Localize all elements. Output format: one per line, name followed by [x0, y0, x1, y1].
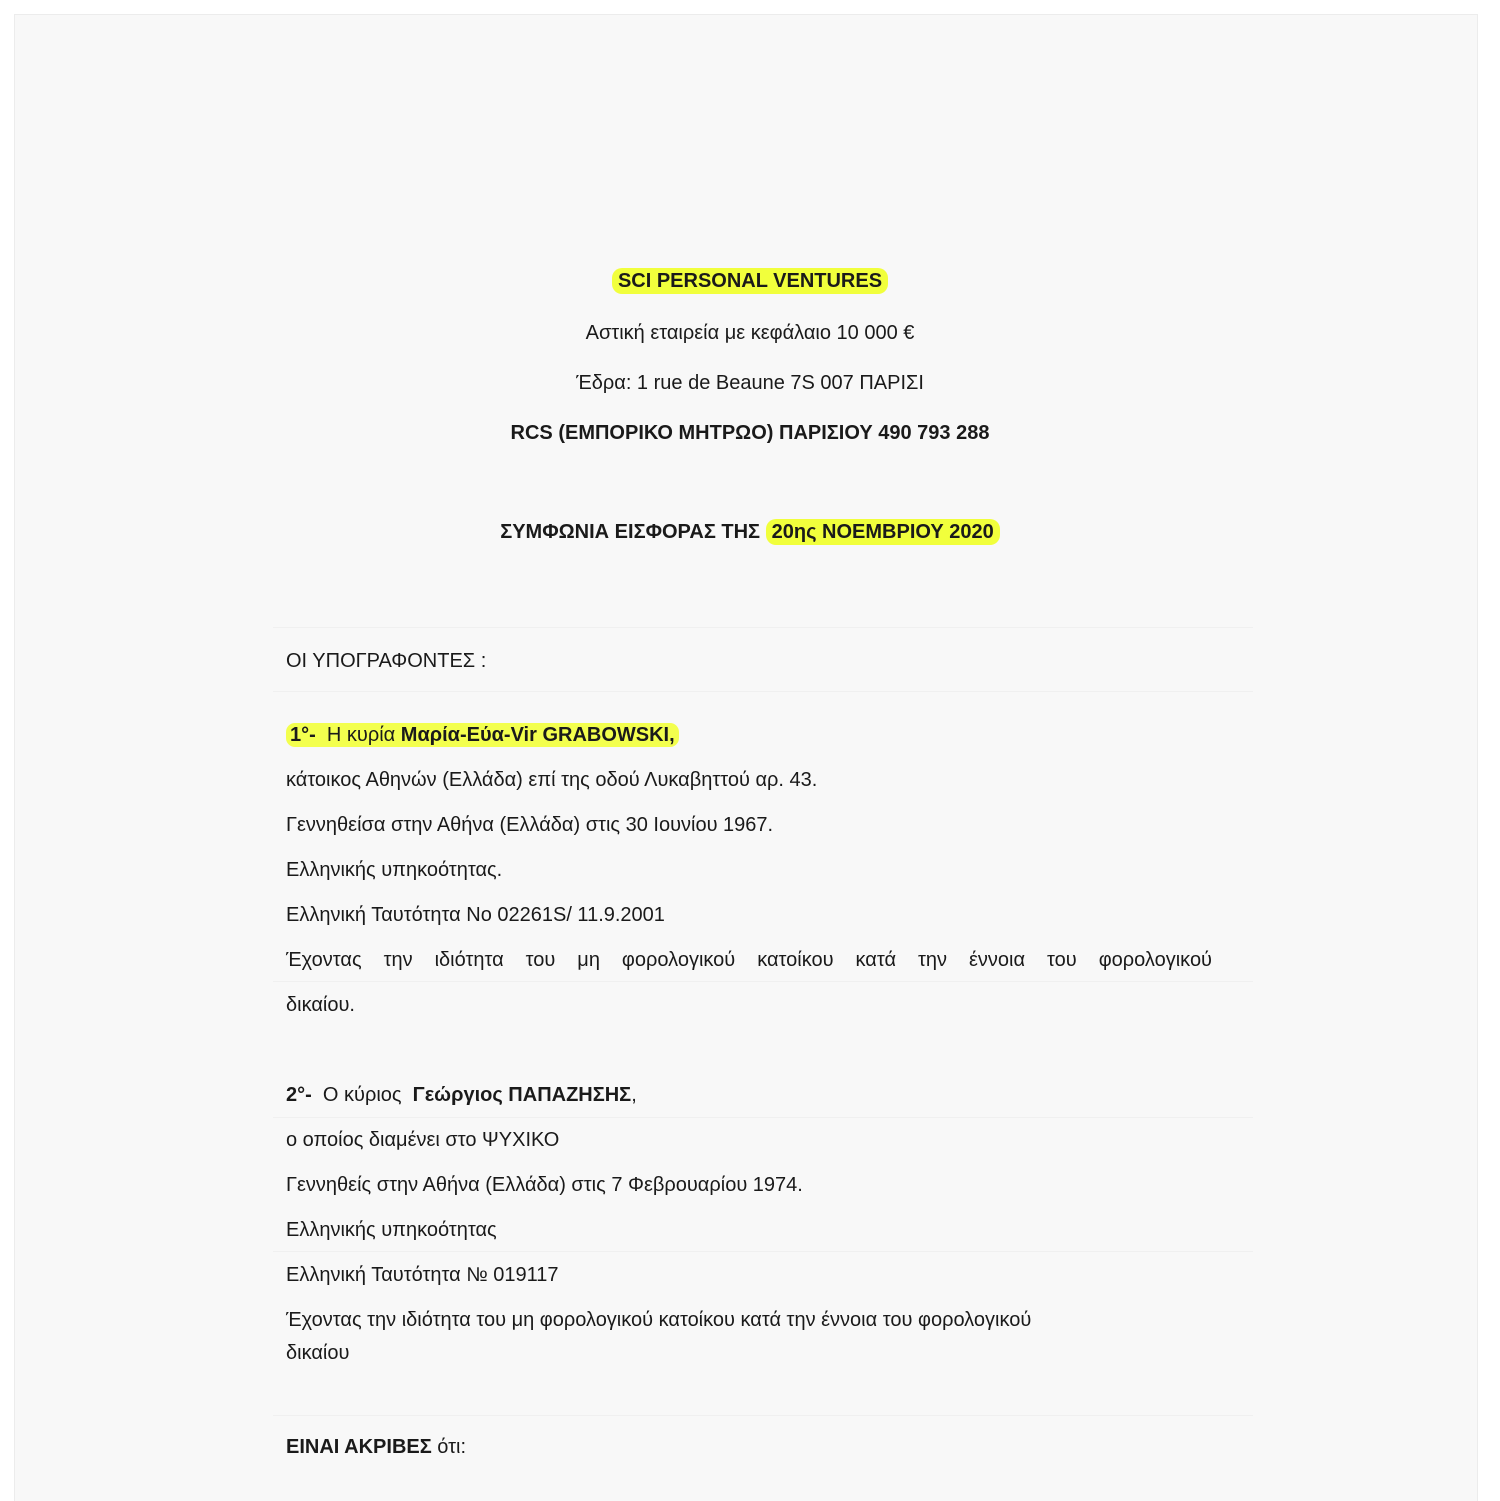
party1-residence: κάτοικος Αθηνών (Ελλάδα) επί της οδού Λυκαβηττού αρ. 43.: [286, 769, 818, 791]
party1-birth: Γεννηθείσα στην Αθήνα (Ελλάδα) στις 30 Ιουνίου 1967.: [286, 814, 774, 836]
party2-name: Γεώργιος ΠΑΠΑΖΗΣΗΣ: [412, 1084, 632, 1106]
party2-tax-status-line1: Έχοντας την ιδιότητα του μη φορολογικού κατοίκου κατά την έννοια του φορολογικού: [286, 1309, 1032, 1331]
conclusion-line: [286, 1434, 466, 1460]
company-registry: RCS (ΕΜΠΟΡΙΚΟ ΜΗΤΡΩΟ) ΠΑΡΙΣΙΟΥ 490 793 288: [510, 422, 990, 444]
party2-birth: Γεννηθείς στην Αθήνα (Ελλάδα) στις 7 Φεβρουαρίου 1974.: [286, 1174, 803, 1196]
scan-artifact: [273, 627, 1253, 628]
conclusion-bold: ΕΙΝΑΙ ΑΚΡΙΒΕΣ: [286, 1436, 432, 1458]
party1-number: 1°-: [290, 724, 316, 746]
agreement-date: 20ης ΝΟΕΜΒΡΙΟΥ 2020: [766, 519, 1000, 545]
scan-artifact: [273, 981, 1253, 982]
signatories-heading: ΟΙ ΥΠΟΓΡΑΦΟΝΤΕΣ :: [286, 650, 487, 672]
party1-highlight: [286, 723, 679, 747]
party2-name-suffix: ,: [631, 1084, 637, 1106]
party1-tax-status-line1: Έχοντας την ιδιότητα του μη φορολογικού κατοίκου κατά την έννοια του φορολογικού: [286, 949, 1212, 971]
party1-title: Η κυρία: [326, 724, 396, 746]
party2-id-card: Ελληνική Ταυτότητα № 019117: [286, 1264, 559, 1286]
party2-nationality: Ελληνικής υπηκοότητας: [286, 1219, 497, 1241]
party2-heading: [286, 1082, 637, 1108]
company-name-line: [0, 268, 1500, 294]
agreement-title-prefix: ΣΥΜΦΩΝΙΑ ΕΙΣΦΟΡΑΣ ΤΗΣ: [500, 521, 761, 543]
party2-tax-status-line2: δικαίου: [286, 1342, 350, 1364]
party2-number: 2°-: [286, 1084, 312, 1106]
party2-residence: ο οποίος διαμένει στο ΨΥΧΙΚΟ: [286, 1129, 560, 1151]
company-name: SCI PERSONAL VENTURES: [612, 268, 888, 294]
party1-nationality: Ελληνικής υπηκοότητας.: [286, 859, 503, 881]
scan-artifact: [273, 1251, 1253, 1252]
company-type: Αστική εταιρεία με κεφάλαιο 10 000 €: [585, 322, 915, 344]
party1-name: Μαρία-Εύα-Vir GRABOWSKI,: [400, 724, 675, 746]
party2-title: Ο κύριος: [322, 1084, 402, 1106]
agreement-title: [0, 519, 1500, 545]
party1-tax-status-line2: δικαίου.: [286, 994, 355, 1016]
party1-id-card: Ελληνική Ταυτότητα Νο 02261S/ 11.9.2001: [286, 904, 665, 926]
scan-artifact: [273, 1415, 1253, 1416]
registered-office: Έδρα: 1 rue de Beaune 7S 007 ΠΑΡΙΣΙ: [576, 372, 924, 394]
conclusion-rest: ότι:: [431, 1436, 467, 1458]
scan-artifact: [273, 1117, 1253, 1118]
scan-artifact: [273, 691, 1253, 692]
document-page: [14, 14, 1478, 1501]
party1-heading: [286, 722, 679, 748]
